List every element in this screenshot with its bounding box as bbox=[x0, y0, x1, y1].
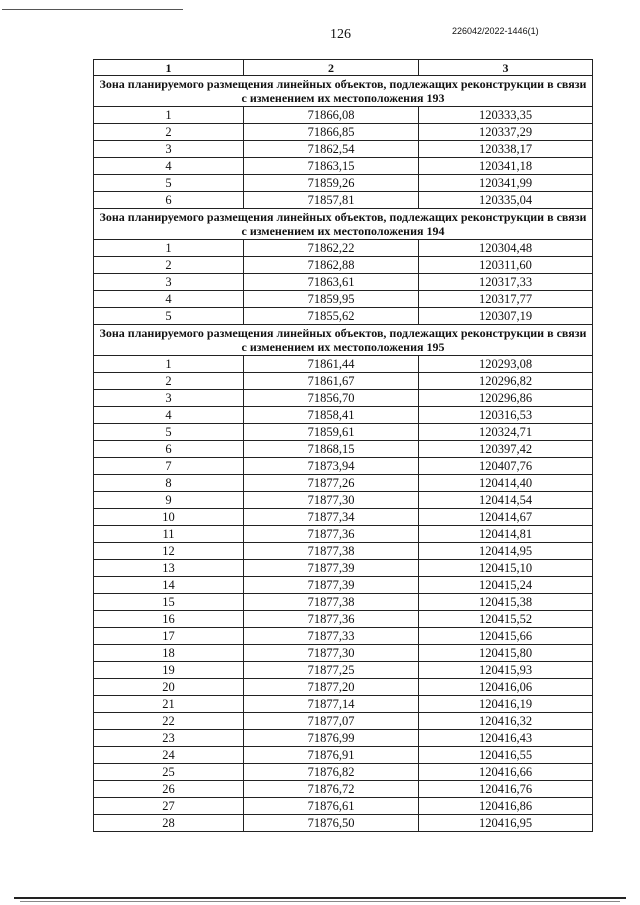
bottom-rule-secondary bbox=[20, 901, 620, 902]
table-row bbox=[94, 543, 593, 560]
table-row bbox=[94, 645, 593, 662]
zone-header-row bbox=[94, 76, 593, 107]
x-coordinate: 71858,41 bbox=[244, 407, 419, 424]
point-number: 25 bbox=[94, 764, 244, 781]
x-coordinate: 71861,44 bbox=[244, 356, 419, 373]
table-row bbox=[94, 274, 593, 291]
x-coordinate: 71861,67 bbox=[244, 373, 419, 390]
table-row bbox=[94, 158, 593, 175]
table-row bbox=[94, 407, 593, 424]
point-number: 9 bbox=[94, 492, 244, 509]
x-coordinate: 71877,25 bbox=[244, 662, 419, 679]
point-number: 5 bbox=[94, 175, 244, 192]
y-coordinate: 120335,04 bbox=[419, 192, 593, 209]
x-coordinate: 71876,99 bbox=[244, 730, 419, 747]
table-row bbox=[94, 577, 593, 594]
table-row bbox=[94, 356, 593, 373]
y-coordinate: 120416,76 bbox=[419, 781, 593, 798]
x-coordinate: 71866,08 bbox=[244, 107, 419, 124]
point-number: 3 bbox=[94, 141, 244, 158]
point-number: 27 bbox=[94, 798, 244, 815]
y-coordinate: 120311,60 bbox=[419, 257, 593, 274]
table-row bbox=[94, 747, 593, 764]
x-coordinate: 71877,07 bbox=[244, 713, 419, 730]
table-row bbox=[94, 628, 593, 645]
y-coordinate: 120414,40 bbox=[419, 475, 593, 492]
x-coordinate: 71857,81 bbox=[244, 192, 419, 209]
x-coordinate: 71876,72 bbox=[244, 781, 419, 798]
point-number: 17 bbox=[94, 628, 244, 645]
y-coordinate: 120304,48 bbox=[419, 240, 593, 257]
point-number: 8 bbox=[94, 475, 244, 492]
table-row bbox=[94, 509, 593, 526]
x-coordinate: 71876,50 bbox=[244, 815, 419, 832]
x-coordinate: 71877,36 bbox=[244, 526, 419, 543]
point-number: 24 bbox=[94, 747, 244, 764]
y-coordinate: 120307,19 bbox=[419, 308, 593, 325]
point-number: 5 bbox=[94, 308, 244, 325]
y-coordinate: 120324,71 bbox=[419, 424, 593, 441]
point-number: 4 bbox=[94, 291, 244, 308]
y-coordinate: 120415,10 bbox=[419, 560, 593, 577]
coordinates-table bbox=[93, 59, 593, 832]
table-row bbox=[94, 611, 593, 628]
table-row bbox=[94, 781, 593, 798]
zone-header-row bbox=[94, 209, 593, 240]
point-number: 16 bbox=[94, 611, 244, 628]
y-coordinate: 120337,29 bbox=[419, 124, 593, 141]
zone-title: Зона планируемого размещения линейных объектов, подлежащих реконструкции в связи с изменением их местоположения 194 bbox=[94, 209, 593, 240]
y-coordinate: 120414,95 bbox=[419, 543, 593, 560]
zone-title: Зона планируемого размещения линейных объектов, подлежащих реконструкции в связи с изменением их местоположения 193 bbox=[94, 76, 593, 107]
x-coordinate: 71855,62 bbox=[244, 308, 419, 325]
point-number: 28 bbox=[94, 815, 244, 832]
x-coordinate: 71877,38 bbox=[244, 543, 419, 560]
x-coordinate: 71877,14 bbox=[244, 696, 419, 713]
x-coordinate: 71862,22 bbox=[244, 240, 419, 257]
x-coordinate: 71868,15 bbox=[244, 441, 419, 458]
y-coordinate: 120333,35 bbox=[419, 107, 593, 124]
x-coordinate: 71877,39 bbox=[244, 577, 419, 594]
x-coordinate: 71859,26 bbox=[244, 175, 419, 192]
y-coordinate: 120416,19 bbox=[419, 696, 593, 713]
x-coordinate: 71877,33 bbox=[244, 628, 419, 645]
y-coordinate: 120415,80 bbox=[419, 645, 593, 662]
table-row bbox=[94, 798, 593, 815]
table-row bbox=[94, 107, 593, 124]
point-number: 2 bbox=[94, 124, 244, 141]
y-coordinate: 120415,24 bbox=[419, 577, 593, 594]
y-coordinate: 120316,53 bbox=[419, 407, 593, 424]
table-row bbox=[94, 696, 593, 713]
table-row bbox=[94, 291, 593, 308]
table-row bbox=[94, 815, 593, 832]
x-coordinate: 71859,95 bbox=[244, 291, 419, 308]
table-row bbox=[94, 458, 593, 475]
point-number: 10 bbox=[94, 509, 244, 526]
header-row bbox=[94, 60, 593, 76]
table-row bbox=[94, 257, 593, 274]
point-number: 4 bbox=[94, 407, 244, 424]
y-coordinate: 120407,76 bbox=[419, 458, 593, 475]
bottom-rule bbox=[14, 897, 626, 899]
table-row bbox=[94, 192, 593, 209]
table-row bbox=[94, 475, 593, 492]
y-coordinate: 120416,55 bbox=[419, 747, 593, 764]
table-row bbox=[94, 141, 593, 158]
y-coordinate: 120338,17 bbox=[419, 141, 593, 158]
y-coordinate: 120414,67 bbox=[419, 509, 593, 526]
point-number: 2 bbox=[94, 373, 244, 390]
x-coordinate: 71877,30 bbox=[244, 645, 419, 662]
x-coordinate: 71877,30 bbox=[244, 492, 419, 509]
x-coordinate: 71876,91 bbox=[244, 747, 419, 764]
point-number: 12 bbox=[94, 543, 244, 560]
table-row bbox=[94, 240, 593, 257]
point-number: 23 bbox=[94, 730, 244, 747]
x-coordinate: 71862,54 bbox=[244, 141, 419, 158]
x-coordinate: 71863,61 bbox=[244, 274, 419, 291]
point-number: 3 bbox=[94, 274, 244, 291]
point-number: 26 bbox=[94, 781, 244, 798]
point-number: 6 bbox=[94, 441, 244, 458]
point-number: 1 bbox=[94, 107, 244, 124]
y-coordinate: 120414,81 bbox=[419, 526, 593, 543]
table-row bbox=[94, 492, 593, 509]
point-number: 1 bbox=[94, 240, 244, 257]
point-number: 18 bbox=[94, 645, 244, 662]
y-coordinate: 120416,32 bbox=[419, 713, 593, 730]
y-coordinate: 120317,77 bbox=[419, 291, 593, 308]
table-row bbox=[94, 730, 593, 747]
y-coordinate: 120414,54 bbox=[419, 492, 593, 509]
point-number: 20 bbox=[94, 679, 244, 696]
document-id: 226042/2022-1446(1) bbox=[452, 26, 539, 36]
table-row bbox=[94, 560, 593, 577]
y-coordinate: 120397,42 bbox=[419, 441, 593, 458]
x-coordinate: 71873,94 bbox=[244, 458, 419, 475]
x-coordinate: 71877,39 bbox=[244, 560, 419, 577]
point-number: 14 bbox=[94, 577, 244, 594]
y-coordinate: 120416,95 bbox=[419, 815, 593, 832]
page-number: 126 bbox=[330, 27, 351, 42]
y-coordinate: 120416,06 bbox=[419, 679, 593, 696]
point-number: 13 bbox=[94, 560, 244, 577]
point-number: 21 bbox=[94, 696, 244, 713]
zone-header-row bbox=[94, 325, 593, 356]
y-coordinate: 120416,43 bbox=[419, 730, 593, 747]
point-number: 11 bbox=[94, 526, 244, 543]
table-row bbox=[94, 424, 593, 441]
x-coordinate: 71876,82 bbox=[244, 764, 419, 781]
column-header: 2 bbox=[244, 60, 419, 76]
y-coordinate: 120296,86 bbox=[419, 390, 593, 407]
point-number: 7 bbox=[94, 458, 244, 475]
x-coordinate: 71856,70 bbox=[244, 390, 419, 407]
table-row bbox=[94, 764, 593, 781]
point-number: 19 bbox=[94, 662, 244, 679]
y-coordinate: 120341,99 bbox=[419, 175, 593, 192]
x-coordinate: 71877,34 bbox=[244, 509, 419, 526]
coordinates-table-body bbox=[94, 60, 593, 832]
x-coordinate: 71877,26 bbox=[244, 475, 419, 492]
y-coordinate: 120415,93 bbox=[419, 662, 593, 679]
table-row bbox=[94, 526, 593, 543]
point-number: 4 bbox=[94, 158, 244, 175]
table-row bbox=[94, 679, 593, 696]
point-number: 3 bbox=[94, 390, 244, 407]
table-row bbox=[94, 441, 593, 458]
y-coordinate: 120416,86 bbox=[419, 798, 593, 815]
x-coordinate: 71866,85 bbox=[244, 124, 419, 141]
table-row bbox=[94, 373, 593, 390]
x-coordinate: 71876,61 bbox=[244, 798, 419, 815]
y-coordinate: 120296,82 bbox=[419, 373, 593, 390]
y-coordinate: 120293,08 bbox=[419, 356, 593, 373]
point-number: 5 bbox=[94, 424, 244, 441]
y-coordinate: 120415,38 bbox=[419, 594, 593, 611]
column-header: 3 bbox=[419, 60, 593, 76]
point-number: 15 bbox=[94, 594, 244, 611]
y-coordinate: 120341,18 bbox=[419, 158, 593, 175]
point-number: 2 bbox=[94, 257, 244, 274]
x-coordinate: 71859,61 bbox=[244, 424, 419, 441]
x-coordinate: 71877,38 bbox=[244, 594, 419, 611]
x-coordinate: 71863,15 bbox=[244, 158, 419, 175]
table-row bbox=[94, 390, 593, 407]
x-coordinate: 71877,36 bbox=[244, 611, 419, 628]
x-coordinate: 71862,88 bbox=[244, 257, 419, 274]
table-row bbox=[94, 594, 593, 611]
table-row bbox=[94, 308, 593, 325]
y-coordinate: 120317,33 bbox=[419, 274, 593, 291]
point-number: 22 bbox=[94, 713, 244, 730]
x-coordinate: 71877,20 bbox=[244, 679, 419, 696]
point-number: 6 bbox=[94, 192, 244, 209]
y-coordinate: 120415,66 bbox=[419, 628, 593, 645]
column-header: 1 bbox=[94, 60, 244, 76]
zone-title: Зона планируемого размещения линейных объектов, подлежащих реконструкции в связи с изменением их местоположения 195 bbox=[94, 325, 593, 356]
table-row bbox=[94, 662, 593, 679]
y-coordinate: 120415,52 bbox=[419, 611, 593, 628]
point-number: 1 bbox=[94, 356, 244, 373]
table-row bbox=[94, 713, 593, 730]
y-coordinate: 120416,66 bbox=[419, 764, 593, 781]
top-rule bbox=[2, 9, 183, 10]
table-row bbox=[94, 124, 593, 141]
table-row bbox=[94, 175, 593, 192]
